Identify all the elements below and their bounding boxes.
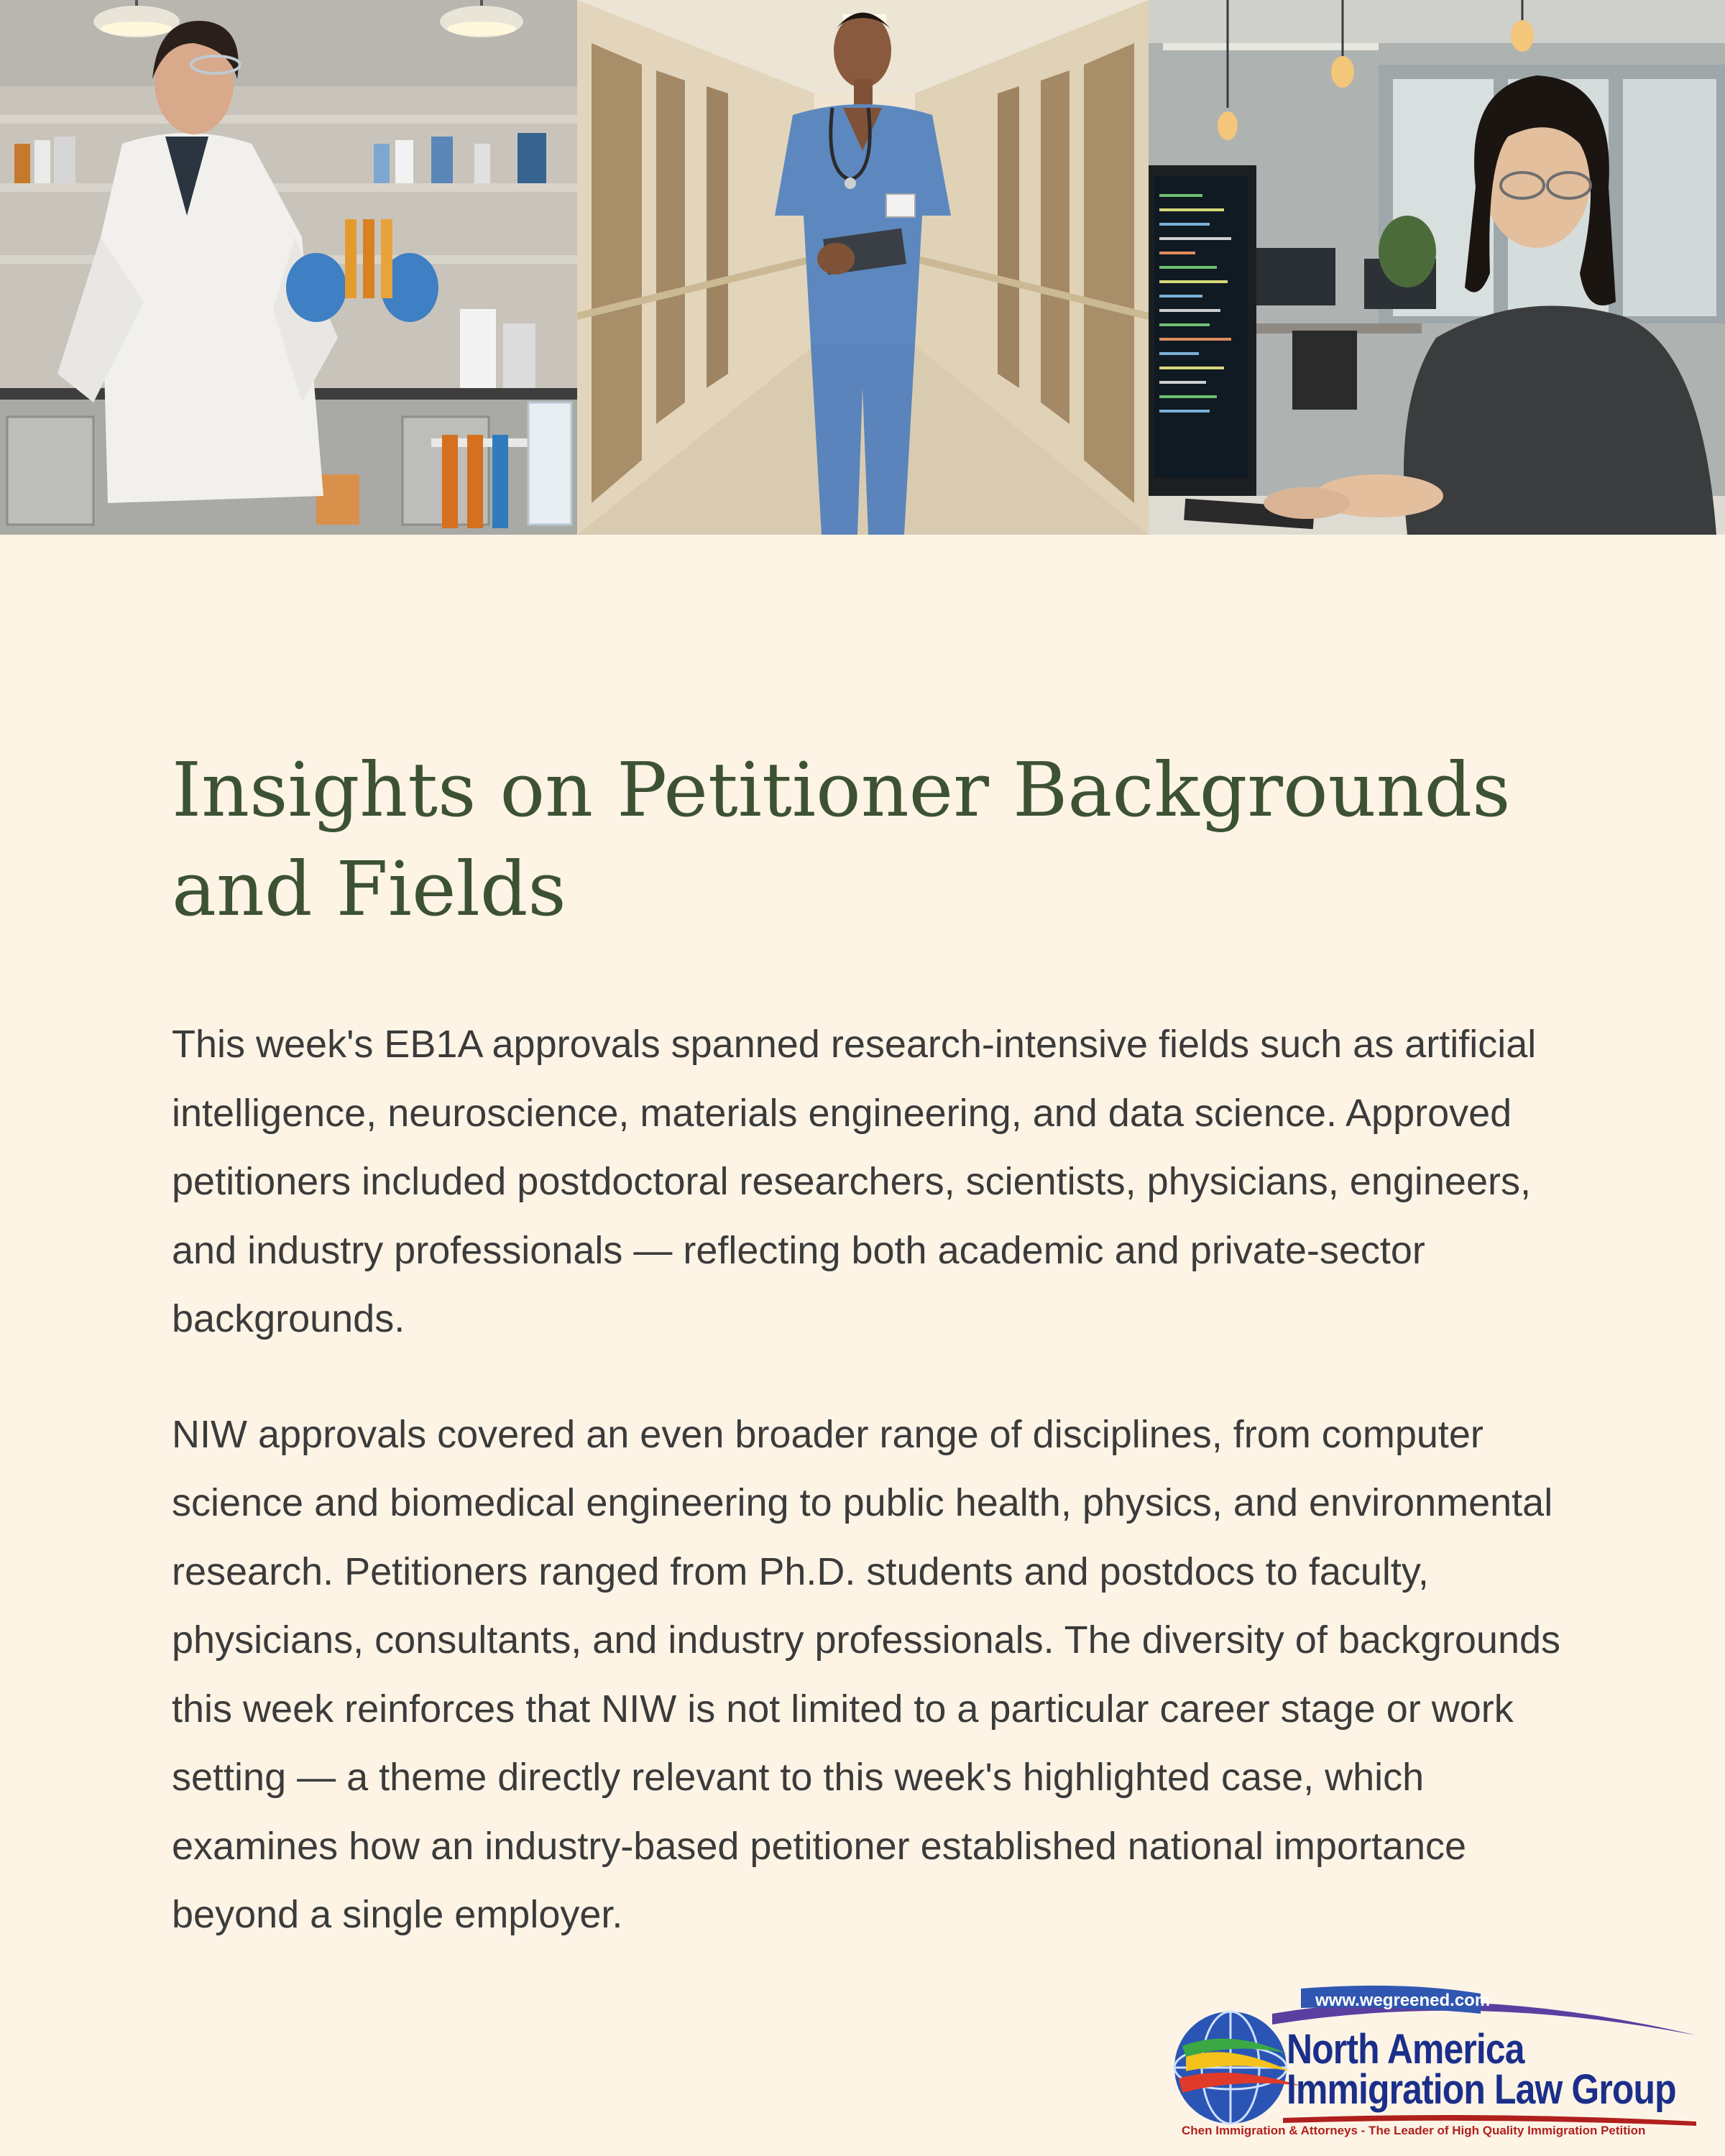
article-content (172, 740, 1581, 1950)
photo-strip (0, 0, 1725, 535)
photo-hospital-doctor (577, 0, 1149, 535)
paragraph-eb1a-approvals: This week's EB1A approvals spanned research-intensive fields such as artificial intelligence, neuroscience, materials engineering, and data science. Approved petitioners included postdoctoral researchers, scientists, physicians, engineers, and industry professionals — reflecting both academic and private-sector backgrounds. (172, 1023, 1537, 1340)
logo-title-line2: Immigration Law Group (1287, 2066, 1676, 2113)
section-heading: Insights on Petitioner Backgrounds and Fields (172, 746, 1511, 933)
logo-website: www.wegreened.com (1315, 1991, 1491, 2010)
photo-lab-scientist (0, 0, 577, 535)
firm-logo (1164, 1985, 1711, 2149)
logo-title-line1: North America (1287, 2026, 1524, 2073)
paragraph-niw-approvals: NIW approvals covered an even broader range of disciplines, from computer science and biomedical engineering to public health, physics, and environmental research. Petitioners ranged from Ph.D. students and postdocs to faculty, physicians, consultants, and industry professionals. The diversity of backgrounds this week reinforces that NIW is not limited to a particular career stage or work setting — a theme directly relevant to this week's highlighted case, which examines how an industry-based petitioner established national importance beyond a single employer. (172, 1412, 1561, 1936)
logo-tagline: Chen Immigration & Attorneys - The Leader of High Quality Immigration Petition (1182, 2124, 1646, 2137)
photo-office-engineer (1149, 0, 1725, 535)
